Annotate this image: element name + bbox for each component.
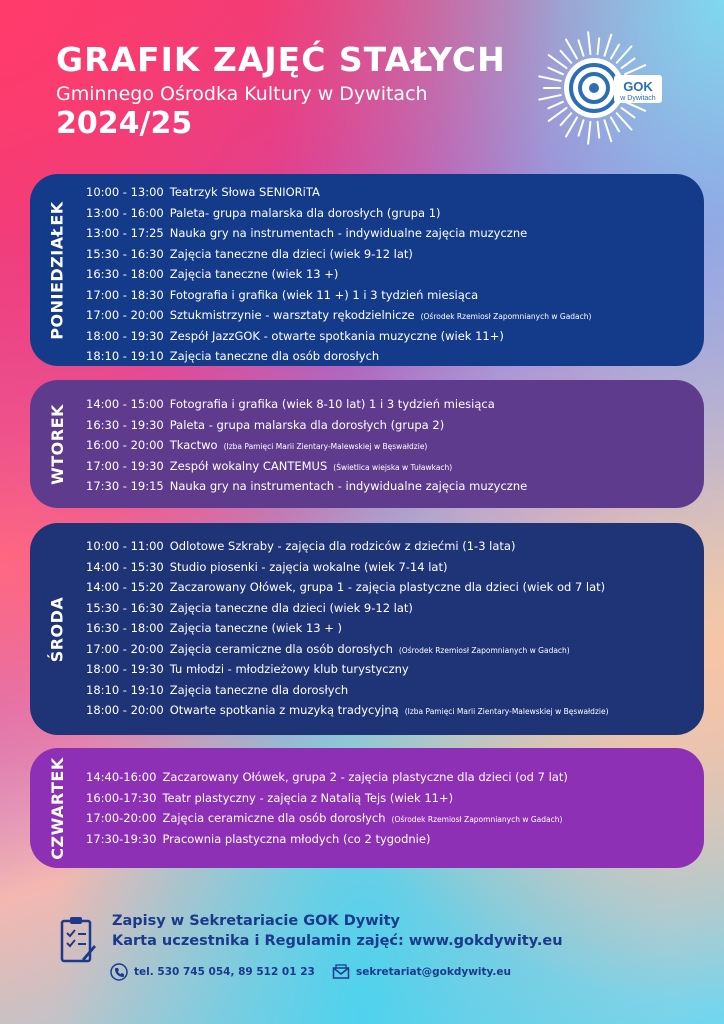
- schedule-row: [86, 458, 452, 476]
- day-block-tuesday: [30, 380, 704, 508]
- activity-description: Pracownia plastyczna młodych (co 2 tygodnie): [162, 831, 431, 846]
- activity-description: Zajęcia taneczne dla dzieci (wiek 9-12 lat): [169, 246, 413, 261]
- activity-description: Fotografia i grafika (wiek 11 +) 1 i 3 tydzień miesiąca: [169, 287, 479, 302]
- schedule-row: [86, 790, 453, 806]
- logo-text: GOK: [623, 79, 653, 94]
- activity-description: Zaczarowany Ołówek, grupa 2 - zajęcia plastyczne dla dzieci (od 7 lat): [162, 770, 568, 784]
- day-block-monday: [30, 174, 704, 366]
- activity-description: Zajęcia ceramiczne dla osób dorosłych: [169, 641, 393, 656]
- phone-contact: [110, 963, 315, 981]
- time-range: 17:00 - 20:00: [86, 308, 164, 322]
- gok-logo: [536, 28, 666, 148]
- activity-location: (Izba Pamięci Marii Zientary-Malewskiej w Bęswałdzie): [404, 707, 609, 716]
- phone-icon: [110, 963, 128, 981]
- schedule-row: [86, 417, 444, 433]
- activity-description: Zespół wokalny CANTEMUS: [169, 458, 328, 473]
- schedule-row: [86, 437, 427, 455]
- schedule-row: [86, 702, 609, 720]
- time-range: 10:00 - 11:00: [86, 539, 164, 553]
- day-block-thursday: [30, 748, 704, 868]
- time-range: 17:30 - 19:15: [86, 479, 164, 493]
- day-label: WTOREK: [47, 403, 67, 485]
- schedule-row: [86, 307, 591, 325]
- time-range: 15:30 - 16:30: [86, 600, 164, 615]
- clipboard-icon: [60, 915, 96, 965]
- rules-link[interactable]: Karta uczestnika i Regulamin zajęć: www.gokdywity.eu: [112, 933, 563, 949]
- activity-description: Nauka gry na instrumentach - indywidualne zajęcia muzyczne: [169, 479, 528, 493]
- time-range: 16:30 - 18:00: [86, 267, 164, 281]
- time-range: 18:10 - 19:10: [86, 682, 164, 697]
- activity-description: Paleta - grupa malarska dla dorosłych (grupa 2): [169, 417, 445, 432]
- activity-description: Otwarte spotkania z muzyką tradycyjną: [169, 703, 399, 717]
- enrollment-info: Zapisy w Sekretariacie GOK Dywity: [112, 913, 400, 929]
- logo-subtext: w Dywitach: [620, 95, 656, 102]
- activity-description: Studio piosenki - zajęcia wokalne (wiek 7-14 lat): [169, 559, 448, 574]
- schedule-row: [86, 396, 495, 412]
- day-label: ŚRODA: [47, 596, 67, 662]
- time-range: 16:00 - 20:00: [86, 438, 164, 452]
- activity-description: Zajęcia taneczne (wiek 13 +): [169, 267, 339, 281]
- schedule-row: [86, 769, 568, 785]
- time-range: 18:00 - 19:30: [86, 328, 164, 343]
- schedule-row: [86, 559, 447, 575]
- phone-number[interactable]: tel. 530 745 054, 89 512 01 23: [134, 966, 315, 978]
- page-title: GRAFIK ZAJĘĆ STAŁYCH: [56, 40, 506, 79]
- time-range: 13:00 - 17:25: [86, 226, 164, 240]
- activity-description: Zajęcia taneczne dla dorosłych: [169, 682, 349, 697]
- day-block-wednesday: [30, 523, 704, 735]
- time-range: 16:30 - 19:30: [86, 417, 164, 432]
- schedule-row: [86, 620, 342, 636]
- schedule-row: [86, 246, 413, 262]
- activity-description: Zespół JazzGOK - otwarte spotkania muzyczne (wiek 11+): [169, 328, 504, 343]
- activity-location: (Ośrodek Rzemiosł Zapomnianych w Gadach): [391, 815, 563, 824]
- email-icon: [332, 963, 350, 981]
- schedule-row: [86, 831, 430, 847]
- email-contact: [332, 963, 511, 981]
- time-range: 14:00 - 15:30: [86, 559, 164, 574]
- schedule-row: [86, 225, 527, 241]
- time-range: 18:00 - 20:00: [86, 703, 164, 717]
- schedule-row: [86, 579, 605, 595]
- activity-description: Fotografia i grafika (wiek 8-10 lat) 1 i 3 tydzień miesiąca: [169, 397, 495, 411]
- day-label: CZWARTEK: [47, 756, 67, 860]
- time-range: 13:00 - 16:00: [86, 205, 164, 220]
- activity-location: (Świetlica wiejska w Tuławkach): [333, 462, 453, 472]
- time-range: 14:00 - 15:00: [86, 397, 164, 411]
- day-label: PONIEDZIAŁEK: [47, 200, 67, 340]
- page-subtitle: Gminnego Ośrodka Kultury w Dywitach: [56, 83, 428, 105]
- schedule-row: [86, 328, 504, 344]
- schedule-row: [86, 538, 515, 554]
- activity-description: Teatr plastyczny - zajęcia z Natalią Tejs (wiek 11+): [162, 790, 454, 805]
- activity-location: (Ośrodek Rzemiosł Zapomnianych w Gadach): [398, 645, 570, 655]
- activity-location: (Ośrodek Rzemiosł Zapomnianych w Gadach): [420, 312, 592, 321]
- schedule-row: [86, 205, 441, 221]
- time-range: 15:30 - 16:30: [86, 246, 164, 261]
- activity-description: Zaczarowany Ołówek, grupa 1 - zajęcia plastyczne dla dzieci (wiek od 7 lat): [169, 580, 606, 594]
- activity-description: Zajęcia taneczne dla osób dorosłych: [169, 349, 380, 363]
- time-range: 14:00 - 15:20: [86, 580, 164, 594]
- time-range: 17:30-19:30: [86, 831, 157, 846]
- schedule-row: [86, 600, 413, 616]
- email-address[interactable]: sekretariat@gokdywity.eu: [356, 966, 511, 978]
- schedule-row: [86, 287, 478, 303]
- activity-description: Zajęcia taneczne dla dzieci (wiek 9-12 lat): [169, 600, 413, 615]
- time-range: 18:00 - 19:30: [86, 662, 164, 676]
- activity-description: Zajęcia taneczne (wiek 13 + ): [169, 621, 343, 635]
- activity-description: Paleta- grupa malarska dla dorosłych (grupa 1): [169, 205, 441, 220]
- time-range: 17:00 - 19:30: [86, 458, 164, 473]
- activity-description: Zajęcia ceramiczne dla osób dorosłych: [162, 811, 386, 825]
- season-year: 2024/25: [56, 106, 193, 141]
- schedule-row: [86, 348, 379, 364]
- schedule-row: [86, 641, 570, 659]
- activity-description: Nauka gry na instrumentach - indywidualne zajęcia muzyczne: [169, 226, 528, 240]
- activity-description: Odlotowe Szkraby - zajęcia dla rodziców z dziećmi (1-3 lata): [169, 539, 516, 553]
- activity-location: (Izba Pamięci Marii Zientary-Malewskiej w Bęswałdzie): [223, 442, 428, 451]
- activity-description: Teatrzyk Słowa SENIORiTA: [169, 185, 320, 199]
- time-range: 10:00 - 13:00: [86, 185, 164, 199]
- schedule-row: [86, 661, 409, 677]
- time-range: 18:10 - 19:10: [86, 349, 164, 363]
- schedule-row: [86, 478, 527, 494]
- header: [56, 40, 506, 142]
- time-range: 16:00-17:30: [86, 790, 157, 805]
- schedule-row: [86, 682, 348, 698]
- time-range: 14:40-16:00: [86, 770, 157, 784]
- time-range: 17:00 - 20:00: [86, 641, 164, 656]
- schedule-row: [86, 810, 562, 828]
- time-range: 17:00-20:00: [86, 811, 157, 825]
- activity-description: Tkactwo: [169, 438, 218, 452]
- activity-description: Tu młodzi - młodzieżowy klub turystyczny: [169, 662, 409, 676]
- activity-description: Sztukmistrzynie - warsztaty rękodzielnicze: [169, 308, 415, 322]
- time-range: 17:00 - 18:30: [86, 287, 164, 302]
- schedule-row: [86, 266, 338, 282]
- time-range: 16:30 - 18:00: [86, 621, 164, 635]
- schedule-row: [86, 184, 320, 200]
